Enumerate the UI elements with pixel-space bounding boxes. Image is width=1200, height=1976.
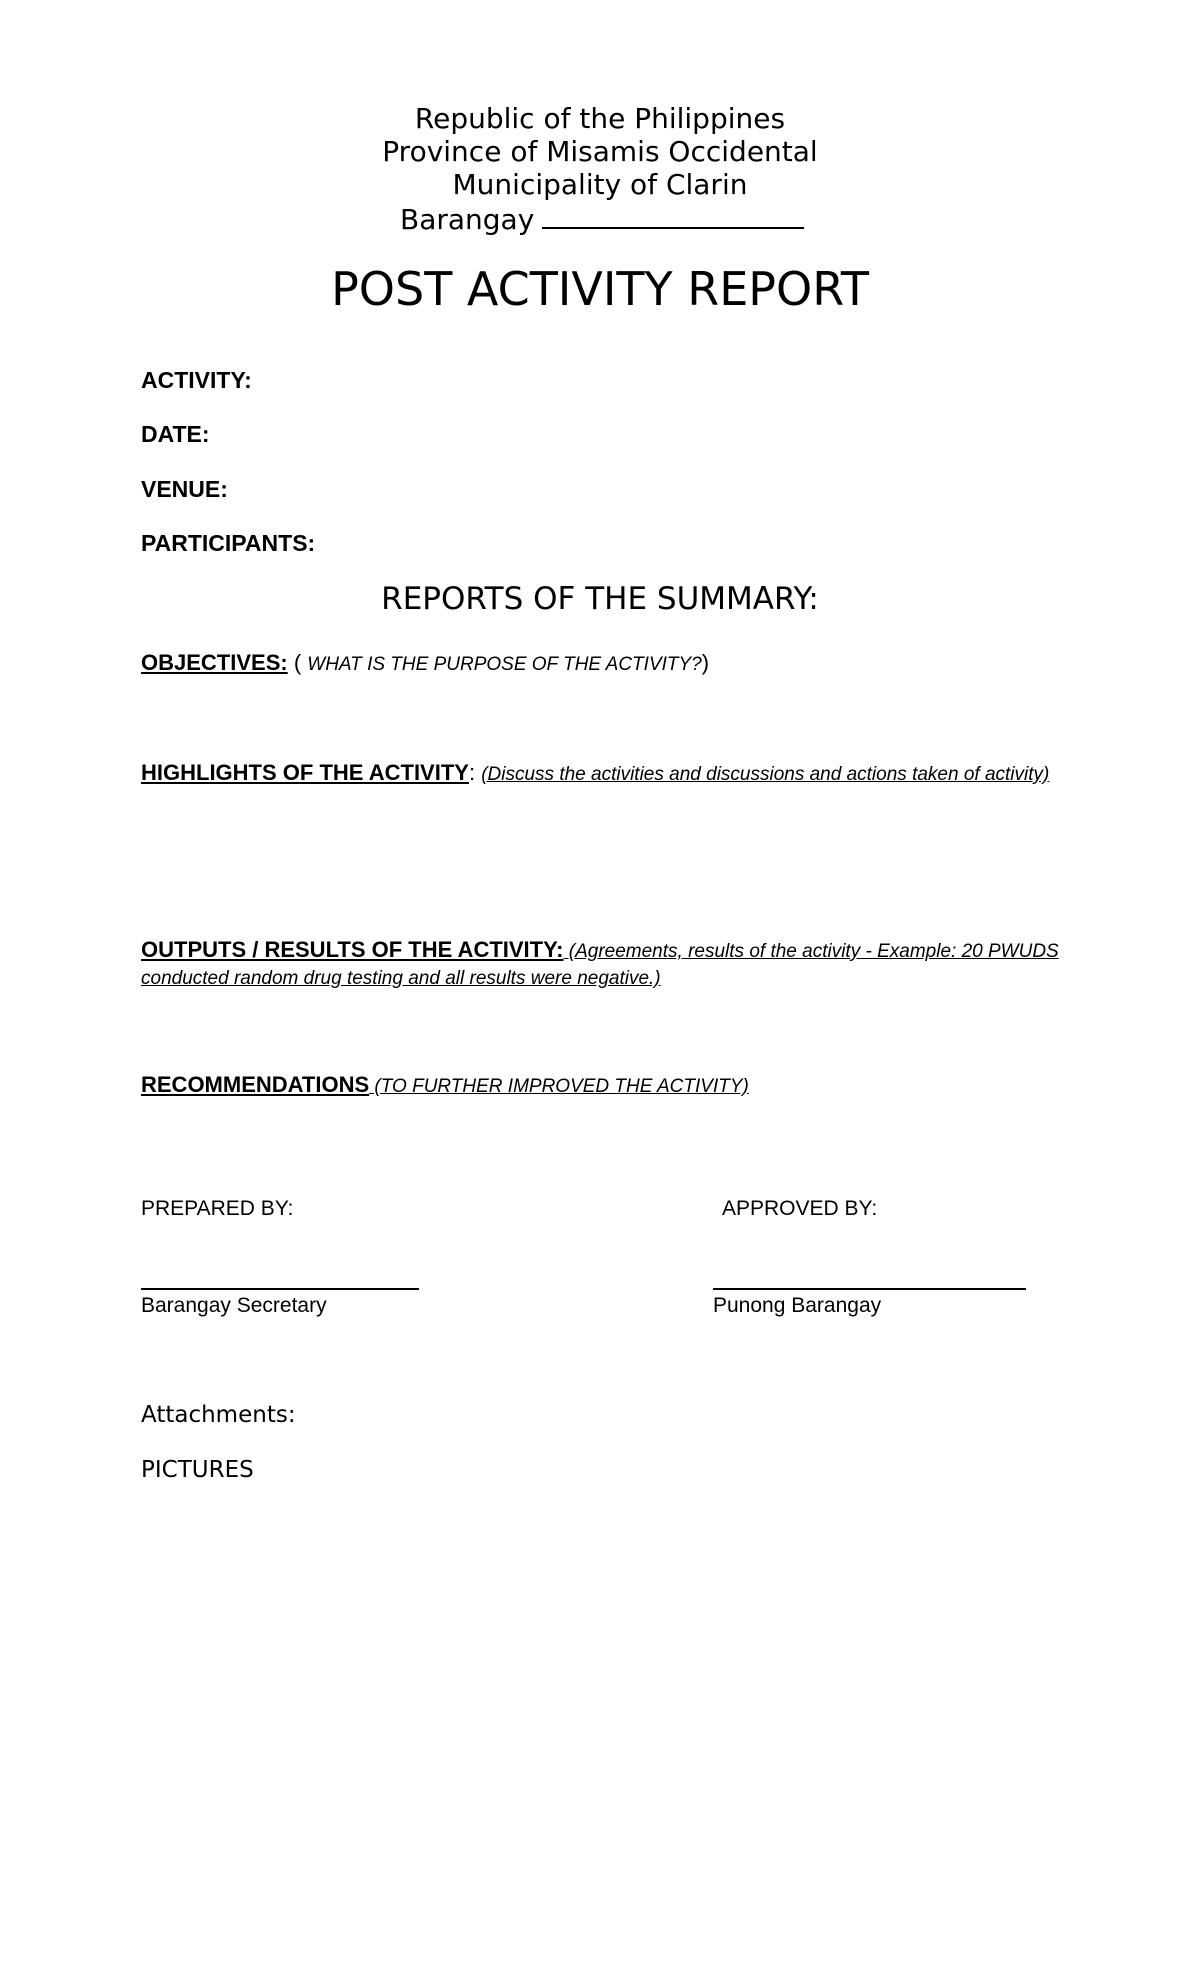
province-line: Province of Misamis Occidental (382, 135, 818, 168)
barangay-blank-field (542, 201, 804, 229)
republic-line: Republic of the Philippines (414, 102, 786, 135)
barangay-label: Barangay (400, 203, 535, 236)
approved-signature-line (713, 1288, 1026, 1290)
prepared-by-label: PREPARED BY: (141, 1197, 294, 1220)
attachments-label: Attachments: (141, 1402, 296, 1428)
recommendations-label: RECOMMENDATIONS (141, 1072, 370, 1097)
highlights-label: HIGHLIGHTS OF THE ACTIVITY (141, 760, 469, 785)
recommendations-section (141, 1072, 1061, 1100)
objectives-close-paren: ) (701, 650, 710, 675)
outputs-note: (Agreements, results of the activity - Example: 20 PWUDS conducted random drug testing and all results were negative.) (141, 941, 1059, 989)
prepared-signature-line (141, 1288, 419, 1290)
summary-heading: REPORTS OF THE SUMMARY: (381, 581, 819, 617)
letterhead (0, 102, 1200, 201)
objectives-note: WHAT IS THE PURPOSE OF THE ACTIVITY? (307, 654, 702, 675)
highlights-note: (Discuss the activities and discussions and actions taken of activity) (481, 764, 1050, 785)
objectives-open-paren: ( (287, 650, 308, 675)
barangay-line (400, 201, 804, 236)
recommendations-note: (TO FURTHER IMPROVED THE ACTIVITY) (369, 1076, 749, 1097)
approved-by-label: APPROVED BY: (722, 1197, 878, 1220)
venue-label: VENUE: (141, 476, 228, 502)
highlights-separator: : (468, 760, 482, 785)
date-label: DATE: (141, 421, 210, 447)
outputs-section (141, 937, 1066, 992)
highlights-section (141, 760, 1066, 788)
approved-role: Punong Barangay (713, 1294, 882, 1317)
objectives-section (141, 650, 1061, 678)
objectives-label: OBJECTIVES: (141, 650, 288, 675)
activity-label: ACTIVITY: (141, 367, 252, 393)
prepared-role: Barangay Secretary (141, 1294, 327, 1317)
attachments-item: PICTURES (141, 1457, 254, 1483)
outputs-label: OUTPUTS / RESULTS OF THE ACTIVITY: (141, 937, 564, 962)
municipality-line: Municipality of Clarin (452, 168, 748, 201)
page-title: POST ACTIVITY REPORT (331, 262, 869, 316)
participants-label: PARTICIPANTS: (141, 530, 316, 556)
